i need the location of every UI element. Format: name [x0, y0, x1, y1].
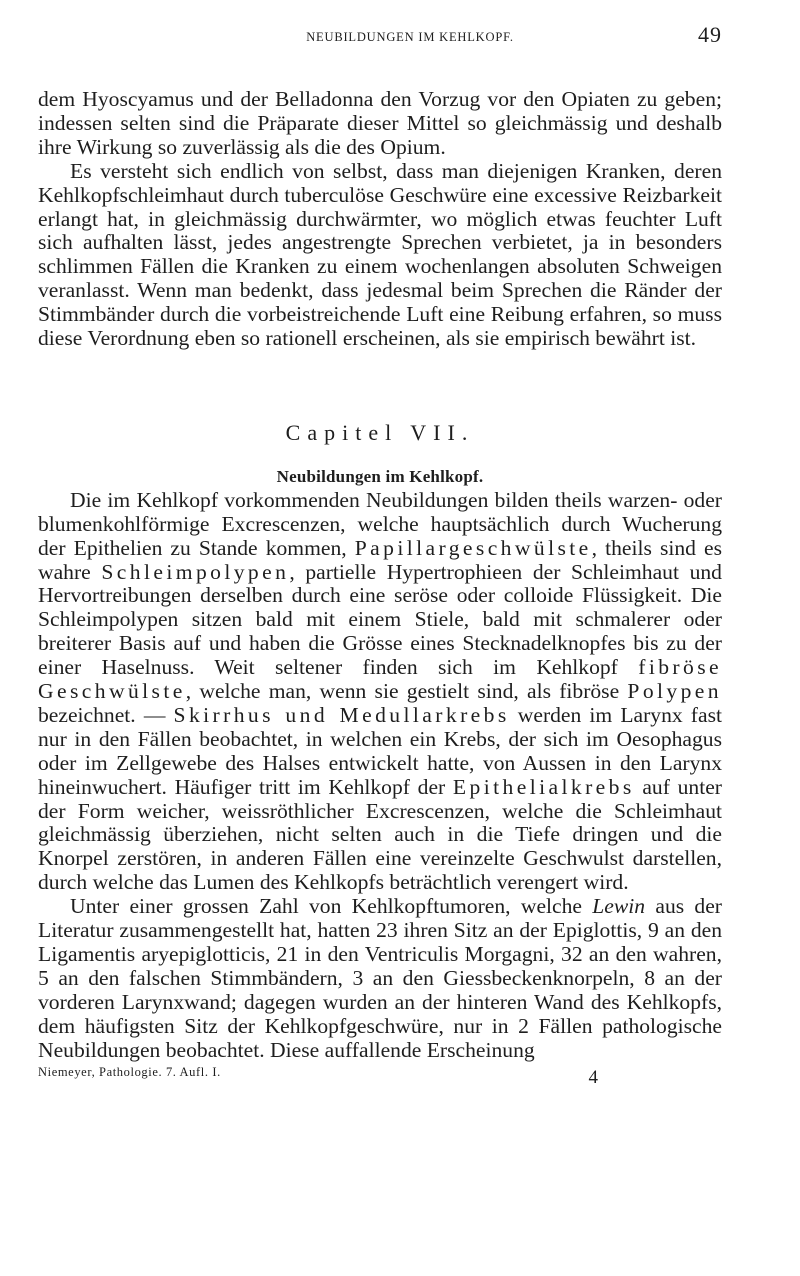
emphasized-term: fibröse Geschwülste: [38, 655, 722, 704]
emphasized-term: Skirrhus und Medullarkrebs: [173, 702, 510, 727]
text-run: Die im Kehlkopf vorkommenden Neubildungen bilden theils warzen- oder blumenkohlförmige Excrescenzen, welche hauptsächlich durch Wucherung der Epithelien zu Stande kommen,: [38, 487, 722, 560]
page-footer: [38, 1063, 722, 1087]
text-run: werden im Larynx fast nur in den Fällen beobachtet, in welchen ein Krebs, der sich im Oesophagus oder im Zellgewebe des Halses entwickelt hatte, von Aussen in den Larynx hineinwuchert. Häufiger tritt im Kehlkopf der: [38, 702, 722, 799]
text-run: auf unter der Form weicher, weissröthlicher Excrescenzen, welche die Schleimhaut gleichmässig überziehen, nicht selten auch in die Tiefe dringen und die Knorpel zerstören, in anderen Fällen eine vereinzelte Geschwulst darstellen, durch welche das Lumen des Kehlkopfs beträchtlich verengert wird.: [38, 774, 722, 895]
running-head: [38, 22, 722, 52]
chapter-number: Capitel VII.: [285, 419, 475, 445]
running-title: NEUBILDUNGEN IM KEHLKOPF.: [306, 30, 514, 44]
footer-source: Niemeyer, Pathologie. 7. Aufl. I.: [38, 1064, 221, 1079]
paragraph-neubildungen: [38, 489, 722, 895]
emphasized-term: Schleimpolypen: [101, 559, 290, 584]
text-run: aus der Literatur zusammengestellt hat, hatten 23 ihren Sitz an der Epiglottis, 9 an den Ligamentis aryepiglotticis, 21 in den Ventriculis Morgagni, 32 an den wahren, 5 an den falschen Stimmbändern, 3 an den Giessbeckenknorpeln, 8 an der vorderen Larynxwand; dagegen wurden an der hinteren Wand des Kehlkopfs, dem häufigsten Sitz der Kehlkopfgeschwüre, nur in 2 Fällen pathologische Neubildungen beobachtet. Diese auffallende Erscheinung: [38, 894, 722, 1062]
text-run: , welche man, wenn sie gestielt sind, als fibröse: [185, 679, 628, 704]
page-number: 49: [698, 22, 722, 47]
text-run: , theils sind es wahre: [38, 535, 722, 584]
chapter-title: Neubildungen im Kehlkopf.: [276, 466, 484, 486]
text-run: Unter einer grossen Zahl von Kehlkopftumoren, welche: [70, 894, 593, 919]
paragraph-continued: dem Hyoscyamus und der Belladonna den Vorzug vor den Opiaten zu geben; indessen selten sind die Präparate dieser Mittel so gleichmässig und deshalb ihre Wirkung so zuverlässig als die des Opium.: [38, 87, 722, 159]
paragraph-treatment: Es versteht sich endlich von selbst, dass man diejenigen Kranken, deren Kehlkopfschleimhaut durch tuberculöse Geschwüre eine excessive Reizbarkeit erlangt hat, in gleichmässig durchwärmter, wo möglich etwas feuchter Luft sich aufhalten lässt, jedes angestrengte Sprechen verbietet, ja in besonders schlimmen Fällen die Kranken zu einem wochenlangen absoluten Schweigen veranlasst. Wenn man bedenkt, dass jedesmal beim Sprechen die Ränder der Stimmbänder durch die vorbeistreichende Luft eine Reibung erfahren, so muss diese Verordnung eben so rationell erscheinen, als sie empirisch bewährt ist.: [38, 158, 722, 351]
emphasized-term: Papillargeschwülste: [354, 535, 592, 560]
author-name: Lewin: [592, 894, 646, 919]
emphasized-term: Epithelialkrebs: [452, 774, 635, 799]
book-page: [38, 22, 722, 1087]
paragraph-tumor-statistics: [38, 895, 722, 1062]
text-run: , partielle Hypertrophieen der Schleimhaut und Hervortreibungen derselben durch eine seröse oder colloide Flüssigkeit. Die Schleimpolypen sitzen bald mit einem Stiele, bald mit schmalerer oder breiterer Basis auf und haben die Grösse eines Stecknadelknopfes bis zu der einer Haselnuss. Weit seltener finden sich im Kehlkopf: [38, 559, 722, 680]
text-run: bezeichnet. —: [38, 702, 174, 727]
body-text: [38, 88, 722, 1063]
emphasized-term: Polypen: [627, 679, 722, 704]
signature-mark: 4: [588, 1066, 598, 1088]
